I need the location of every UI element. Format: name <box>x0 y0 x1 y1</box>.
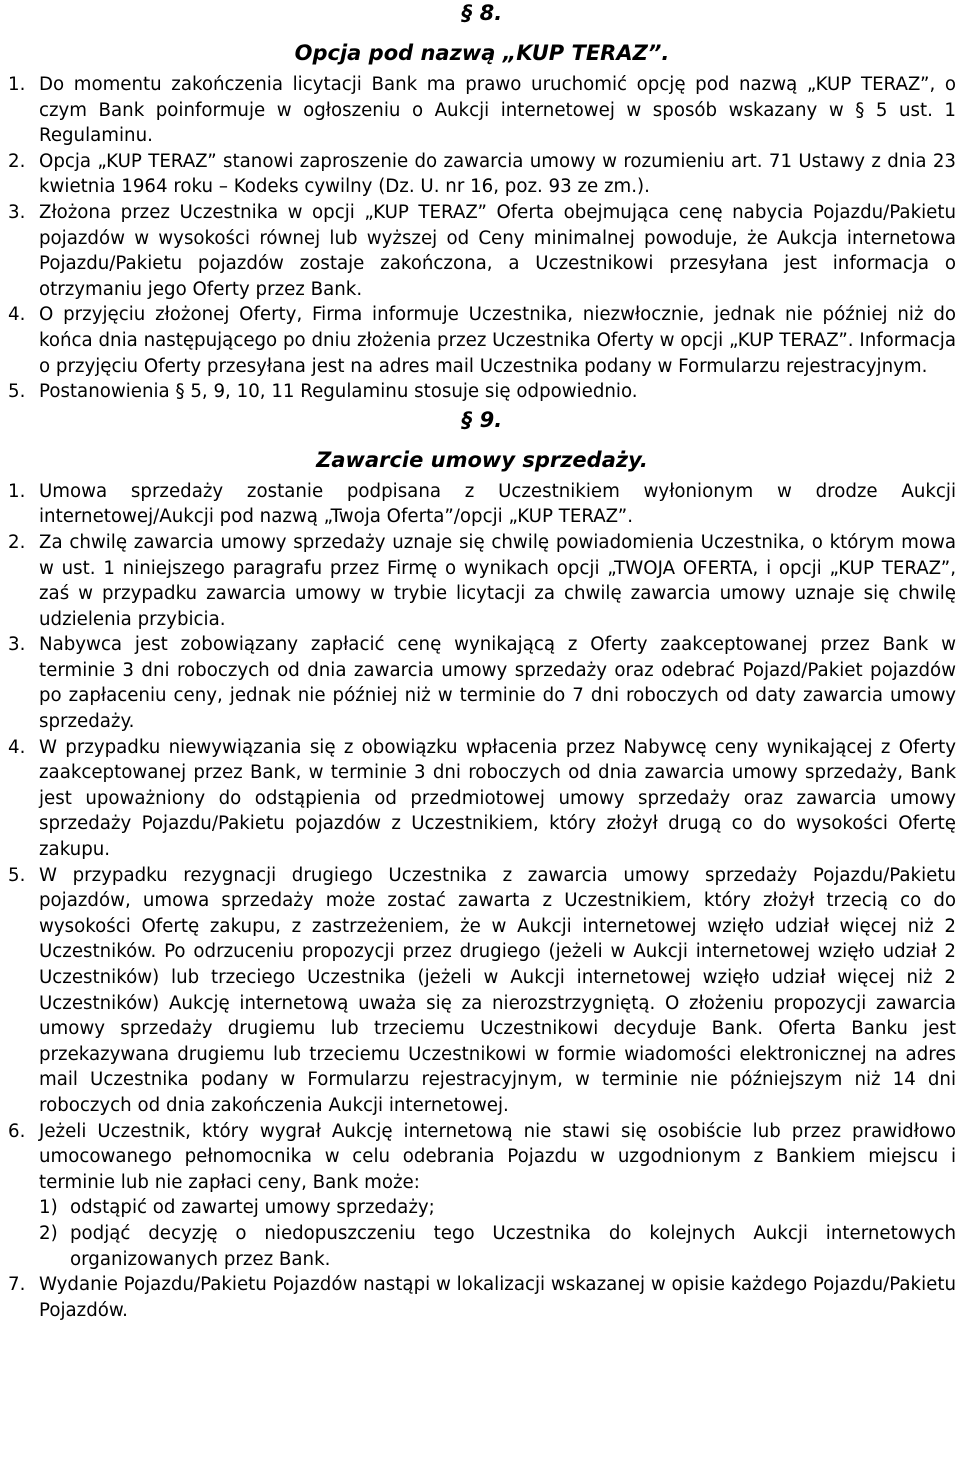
item-text: Do momentu zakończenia licytacji Bank ma prawo uruchomić opcję pod nazwą „KUP TERAZ”, o czym Bank poinformuje w ogłoszeniu o Aukcji internetowej w sposób wskazany w § 5 ust. 1 Regulaminu. <box>39 74 956 147</box>
list-item <box>8 735 956 863</box>
list-item <box>8 379 956 405</box>
sub-item-number: 2) <box>39 1222 58 1244</box>
item-text: Nabywca jest zobowiązany zapłacić cenę wynikającą z Oferty zaakceptowanej przez Bank w terminie 3 dni roboczych od dnia zawarcia umowy sprzedaży oraz odebrać Pojazd/Pakiet pojazdów po zapłaceniu ceny, jednak nie później niż w terminie do 7 dni roboczych od daty zawarcia umowy sprzedaży. <box>39 634 956 733</box>
item-number: 4. <box>8 736 26 758</box>
item-number: 3. <box>8 201 26 223</box>
sub-list-item <box>39 1221 956 1272</box>
section-8-title: Opcja pod nazwą „KUP TERAZ”. <box>294 41 670 65</box>
section-9-title: Zawarcie umowy sprzedaży. <box>316 447 648 472</box>
item-number: 1. <box>8 74 26 95</box>
document-page <box>8 0 956 1323</box>
item-number: 7. <box>8 1274 26 1296</box>
item-text: W przypadku niewywiązania się z obowiązku wpłacenia przez Nabywcę ceny wynikającej z Oferty zaakceptowanej przez Bank, w terminie 3 dni roboczych od dnia zawarcia umowy sprzedaży, Bank jest upoważniony do odstąpienia od przedmiotowej umowy sprzedaży oraz zawarcia umowy sprzedaży Pojazdu/Pakietu pojazdów z Uczestnikiem, który złożył drugą co do wysokości Ofertę zakupu. <box>39 736 956 861</box>
list-item <box>8 1119 956 1273</box>
item-text: W przypadku rezygnacji drugiego Uczestnika z zawarcia umowy sprzedaży Pojazdu/Pakietu pojazdów, umowa sprzedaży może zostać zawarta z Uczestnikiem, który złożył trzecią co do wysokości Ofertę zakupu, z zastrzeżeniem, że w Aukcji internetowej wzięło udział więcej niż 2 Uczestników. Po odrzuceniu propozycji przez drugiego (jeżeli w Aukcji internetowej wzięło udział 2 Uczestników) lub trzeciego Uczestnika (jeżeli w Aukcji internetowej wzięło udział więcej niż 2 Uczestników) Aukcję internetową uważa się za nierozstrzygniętą. O złożeniu propozycji zawarcia umowy sprzedaży drugiemu lub trzeciemu Uczestnikowi decyduje Bank. Oferta Banku jest przekazywana drugiemu lub trzeciemu Uczestnikowi w formie wiadomości elektronicznej na adres mail Uczestnika podany w Formularzu rejestracyjnym, w terminie nie późniejszym niż 14 dni roboczych od dnia zakończenia Aukcji internetowej. <box>39 864 956 1116</box>
item-text: Postanowienia § 5, 9, 10, 11 Regulaminu stosuje się odpowiednio. <box>39 381 638 403</box>
list-item <box>8 530 956 632</box>
item-number: 2. <box>8 150 26 172</box>
list-item <box>8 149 956 200</box>
sub-item-number: 1) <box>39 1197 58 1219</box>
list-item <box>8 479 956 530</box>
section-9-number: § 9. <box>461 407 503 432</box>
list-item <box>8 1272 956 1323</box>
sub-list-item <box>39 1195 956 1221</box>
item-text: O przyjęciu złożonej Oferty, Firma informuje Uczestnika, niezwłocznie, jednak nie później niż do końca dnia następującego po dniu złożenia przez Uczestnika Oferty w opcji „KUP TERAZ”. Informacja o przyjęciu Oferty przesyłana jest na adres mail Uczestnika podany w Formularzu rejestracyjnym. <box>39 304 956 377</box>
section-8-list <box>8 72 956 405</box>
item-text: Za chwilę zawarcia umowy sprzedaży uznaje się chwilę powiadomienia Uczestnika, o którym mowa w ust. 1 niniejszego paragrafu przez Firmę o wynikach opcji „TWOJA OFERTA, i opcji „KUP TERAZ”, zaś w przypadku zawarcia umowy w trybie licytacji za chwilę zawarcia umowy uznaje się chwilę udzielenia przybicia. <box>39 531 956 630</box>
item-text: Umowa sprzedaży zostanie podpisana z Uczestnikiem wyłonionym w drodze Aukcji internetowej/Aukcji pod nazwą „Twoja Oferta”/opcji „KUP TERAZ”. <box>39 480 956 528</box>
item-number: 2. <box>8 531 26 553</box>
sub-item-text: odstąpić od zawartej umowy sprzedaży; <box>70 1197 435 1219</box>
item-number: 5. <box>8 381 26 403</box>
item-text: Opcja „KUP TERAZ” stanowi zaproszenie do zawarcia umowy w rozumieniu art. 71 Ustawy z dnia 23 kwietnia 1964 roku – Kodeks cywilny (Dz. U. nr 16, poz. 93 ze zm.). <box>39 150 956 198</box>
item-number: 3. <box>8 634 26 656</box>
item-number: 6. <box>8 1120 26 1142</box>
list-item <box>8 632 956 734</box>
item-number: 1. <box>8 480 26 502</box>
list-item <box>8 200 956 302</box>
item-number: 4. <box>8 304 26 326</box>
list-item <box>8 863 956 1119</box>
item-text: Jeżeli Uczestnik, który wygrał Aukcję internetową nie stawi się osobiście lub przez prawidłowo umocowanego pełnomocnika w celu odebrania Pojazdu w uzgodnionym z Bankiem miejscu i terminie lub nie zapłaci ceny, Bank może: <box>39 1120 956 1193</box>
list-item <box>8 302 956 379</box>
section-8-number: § 8. <box>461 1 503 25</box>
sub-item-text: podjąć decyzję o niedopuszczeniu tego Uczestnika do kolejnych Aukcji internetowych organizowanych przez Bank. <box>70 1222 956 1270</box>
section-9-list <box>8 479 956 1324</box>
item-text: Wydanie Pojazdu/Pakietu Pojazdów nastąpi w lokalizacji wskazanej w opisie każdego Pojazdu/Pakietu Pojazdów. <box>39 1274 956 1321</box>
item-number: 5. <box>8 864 26 886</box>
item-text: Złożona przez Uczestnika w opcji „KUP TERAZ” Oferta obejmująca cenę nabycia Pojazdu/Pakietu pojazdów w wysokości równej lub wyższej od Ceny minimalnej powoduje, że Aukcja internetowa Pojazdu/Pakietu pojazdów zostaje zakończona, a Uczestnikowi przesyłana jest informacja o otrzymaniu jego Oferty przez Bank. <box>39 201 956 300</box>
list-item <box>8 72 956 149</box>
